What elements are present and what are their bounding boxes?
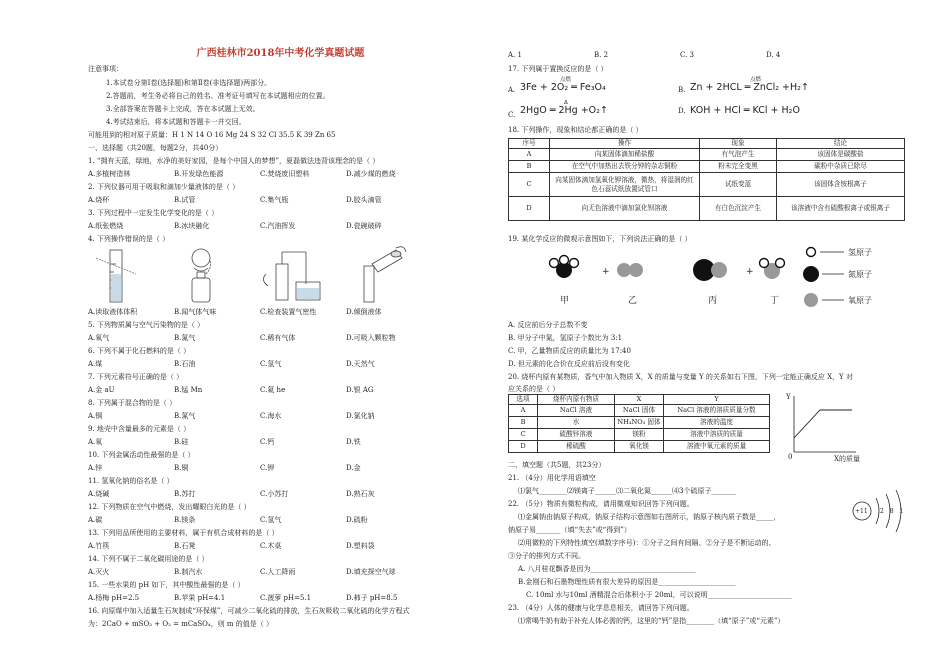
option-a: A.煤 [88, 360, 103, 368]
question-stem: 3. 下列过程中一定发生化学变化的是（ ） [88, 209, 219, 217]
molecule-jia [550, 256, 579, 279]
option-d-label: D. [678, 107, 686, 115]
question-stem: 1. “拥有天蓝，绿地，水净的美好家园，是每个中国人的梦想”，夏磊做法违背该理念的是（ ） [88, 157, 380, 165]
option-c: C.菠萝 pH=5.1 [260, 594, 312, 602]
question-line: C. 10ml 水与10ml 酒精混合后体积小于 20ml，可以说明________________________ [526, 591, 792, 599]
legend-oxygen: 氧原子 [848, 296, 872, 305]
section-heading: 二、填空题（共5题，共23分） [508, 461, 606, 469]
table-cell: C [509, 429, 538, 441]
option-b: B.氮气 [174, 334, 196, 342]
option-d: D.银 AG [346, 386, 374, 394]
table-cell: 镁粉 [615, 429, 664, 441]
table-cell: 试纸变蓝 [700, 173, 777, 197]
nucleus-label: +11 [855, 508, 868, 515]
table-cell: 该固体含铵根离子 [777, 173, 905, 197]
label-ding: 丁 [770, 296, 780, 306]
option-b: B.试管 [174, 196, 196, 204]
option-d: D.倾倒液体 [346, 308, 382, 316]
option-d: D.塑料袋 [346, 542, 375, 550]
option-b: B.苏打 [174, 490, 196, 498]
option-a: A.铜 [88, 412, 103, 420]
option-b: B.氮气 [174, 412, 196, 420]
table-header-cell: 现象 [700, 139, 777, 149]
table-header-row [509, 395, 770, 405]
table-cell: C [509, 173, 550, 197]
option-a: A.灭火 [88, 568, 110, 576]
table-cell: 向无色溶液中滴加氯化钡溶液 [550, 197, 700, 221]
table-cell: 向某固体滴加氢氧化钾溶液，微热，将湿润的红色石蕊试纸放置试管口 [550, 173, 700, 197]
question-stem: 2. 下列仪器可用于吸取和滴加少量液体的是（ ） [88, 183, 240, 191]
question-line: ⑴金属钠由钠原子构成，钠原子结构示意图如右图所示，钠原子核内质子数是_____， [518, 513, 781, 521]
option-c: C.海水 [260, 412, 282, 420]
question-stem: 19. 某化学反应的微观示意图如下，下列说法正确的是（ ） [508, 235, 692, 243]
table-cell: 溶液的温度 [664, 417, 770, 429]
graduated-cylinder-icon [96, 250, 136, 302]
table-cell: 在空气中加热出去铁分钟的杂志铜粉 [550, 161, 700, 173]
notes-item: 2.答题前，考生务必将自己的姓名、准考证号填写在本试题相应的位置。 [106, 92, 330, 100]
question-stem: 4. 下列操作错误的是（ ） [88, 235, 170, 243]
equation-text: 3Fe + 2O₂ ═ Fe₃O₄ [520, 82, 606, 93]
graph-curve [794, 410, 852, 438]
option-c: C.人工降雨 [260, 568, 296, 576]
option-d: D.金 [346, 464, 361, 472]
option-a: A.竹筷 [88, 542, 110, 550]
table-cell: 氧化镁 [615, 441, 664, 453]
table-cell: B [509, 161, 550, 173]
question-stem: 14. 下列不属于二氧化碳用途的是（ ） [88, 555, 209, 563]
notes-item: 3.全部答案在答题卡上完成，答在本试题上无效。 [106, 105, 260, 113]
question-stem-cont: 为：2CaO + mSO₂ + O₂ = mCaSO₄，则 m 的值是（ ） [88, 620, 274, 628]
option-c: C.集气瓶 [260, 196, 289, 204]
question-stem: 18. 下列操作，现象和结论都正确的是（ ） [508, 126, 643, 134]
option-a: A.杨梅 pH=2.5 [88, 594, 140, 602]
option-d: D.硫粉 [346, 516, 368, 524]
table-row [509, 405, 770, 417]
plus-sign: + [746, 267, 754, 277]
option-c: C. 甲，乙量物质反应的质量比为 17:40 [508, 347, 631, 355]
option-b: B.石凳 [174, 542, 196, 550]
question-line: 钠原子易_______（填“失去”或“得到”） [508, 526, 631, 534]
table-cell: NaCl 溶液的溶质质量分数 [664, 405, 770, 417]
option-b: B.开发绿色能源 [174, 170, 224, 178]
label-jia: 甲 [560, 296, 570, 306]
molecule-yi [617, 263, 643, 277]
question-stem: 21. （4分）用化学用语填空 [508, 474, 596, 482]
fill-blank-line: ⑴氯气________⑵镁离子______⑶二氧化氮______⑷3个硫原子_______ [518, 487, 736, 495]
question-stem: 11. 氢氧化钠的俗名是（ ） [88, 477, 174, 485]
option-d: D.填充探空气球 [346, 568, 396, 576]
question-stem: 10. 下列金属活动性最强的是（ ） [88, 451, 195, 459]
table-cell: 碳粉中杂质已除尽 [777, 161, 905, 173]
table-row [509, 149, 905, 161]
section-heading: 一、选择题（共20题，每题2分，共40分） [88, 144, 223, 152]
table-cell: A [509, 405, 538, 417]
nitrogen-atom-icon [803, 266, 819, 282]
option-c: C.小苏打 [260, 490, 289, 498]
graph-x-label: X的质量 [834, 455, 860, 463]
question-stem: 12. 下列物质在空气中燃烧，发出耀眼白光的是（ ） [88, 503, 251, 511]
option-d: D.氯化钠 [346, 412, 375, 420]
option-a: A.锌 [88, 464, 103, 472]
label-yi: 乙 [628, 296, 638, 306]
option-a: A.碳 [88, 516, 103, 524]
option-a: A. 1 [508, 51, 522, 59]
q20-table [508, 394, 770, 453]
table-cell: NaCl 固体 [615, 405, 664, 417]
option-a: A.金 aU [88, 386, 115, 394]
option-a: A.烧碱 [88, 490, 110, 498]
option-b: B.冰块融化 [174, 222, 210, 230]
option-c: C.检查装置气密性 [260, 308, 317, 316]
notes-heading: 注意事项： [88, 65, 123, 73]
legend-hydrogen: 氢原子 [848, 248, 872, 257]
option-b: B. 甲分子中氮，氢原子个数比为 3:1 [508, 334, 623, 342]
table-header-cell: Y [664, 395, 770, 405]
table-cell: 向某固体滴加稀盐酸 [550, 149, 700, 161]
question-stem: 5. 下列物质属与空气污染物的是（ ） [88, 321, 205, 329]
option-d: D.瓷碗破碎 [346, 222, 382, 230]
table-header-cell: 选项 [509, 395, 538, 405]
question-stem: 20. 烧杯内原有某物质，香气中加入物质 X，X 的质量与变量 Y 的关系如右下图，下列一定能正确反应 X，Y 对 [508, 373, 853, 381]
table-row [509, 161, 905, 173]
page-title: 广西桂林市2018年中考化学真题试题 [196, 48, 365, 59]
atomic-masses: 可能用到的相对原子质量：H 1 N 14 O 16 Mg 24 S 32 Cl 35.5 K 39 Zn 65 [88, 131, 336, 139]
question-stem: 22. （5分）物质有微粒构成，请用微观知识回答下列问题。 [508, 500, 694, 508]
table-cell: 粉末完全变黑 [700, 161, 777, 173]
smelling-gas-icon [192, 249, 211, 302]
q18-table [508, 138, 905, 221]
lab-operations-illustration [96, 244, 476, 306]
option-b-label: B. [678, 86, 686, 94]
table-cell: 稀硫酸 [538, 441, 615, 453]
option-b: B.石油 [174, 360, 196, 368]
option-c: C.稀有气体 [260, 334, 296, 342]
table-row [509, 441, 770, 453]
question-line: ③分子的排列方式不同。 [508, 552, 585, 560]
option-a: A.氧 [88, 438, 103, 446]
option-b: B.苹果 pH=4.1 [174, 594, 226, 602]
graph-origin-label: 0 [788, 453, 793, 461]
table-row [509, 417, 770, 429]
option-a-label: A. [508, 86, 516, 94]
legend-nitrogen: 氮原子 [848, 270, 872, 279]
pouring-liquid-icon [364, 247, 406, 302]
question-stem: 8. 下列属于混合物的是（ ） [88, 399, 177, 407]
option-d: D.柿子 pH=8.5 [346, 594, 398, 602]
molecule-ding [760, 259, 785, 280]
table-cell: D [509, 197, 550, 221]
option-d: D.天然气 [346, 360, 375, 368]
condition-label: Δ [564, 100, 568, 106]
notes-item: 4.考试结束后，将本试题和答题卡一并交回。 [106, 118, 246, 126]
label-bing: 丙 [708, 296, 718, 306]
airtightness-check-icon [263, 252, 320, 300]
option-d: D. 4 [766, 51, 781, 59]
question-stem: 7. 下列元素符号正确的是（ ） [88, 373, 184, 381]
option-b: B.硅 [174, 438, 189, 446]
option-a: A.烧杯 [88, 196, 110, 204]
table-cell: 溶液中溶质的质量 [664, 429, 770, 441]
condition-label: 点燃 [560, 77, 572, 83]
option-d: D.可吸入颗粒物 [346, 334, 396, 342]
table-header-cell: 序号 [509, 139, 550, 149]
shell-label: 2 8 1 [880, 508, 906, 515]
option-c: C. 3 [680, 51, 695, 59]
table-cell: 硫酸锌溶液 [538, 429, 615, 441]
question-stem: 23. （4分）人体的健康与化学息息相关，请回答下列问题。 [508, 604, 694, 612]
option-b: B.镁条 [174, 516, 196, 524]
option-d: D.熟石灰 [346, 490, 375, 498]
table-cell: D [509, 441, 538, 453]
equation-text: KOH + HCl ═ KCl + H₂O [690, 105, 800, 116]
hydrogen-atom-icon [807, 248, 816, 257]
option-d: D. 但元素的化合价在反应前后没有变化 [508, 360, 630, 368]
question-stem: 16. 向原煤中加入适量生石灰制成“环保煤”，可减少二氧化硫的排放，生石灰吸收二氧化硫的化学方程式 [88, 607, 410, 615]
equation-text: 2HgO ═ 2Hg +O₂↑ [520, 105, 608, 116]
option-c-label: C. [508, 111, 516, 119]
option-c: C.汽油挥发 [260, 222, 296, 230]
option-d: D.胶头滴管 [346, 196, 382, 204]
question-line: A. 八月桂花飘香是因为______________________________ [518, 565, 696, 573]
question-stem: 6. 下列不属于化石燃料的是（ ） [88, 347, 191, 355]
table-cell: NaCl 溶液 [538, 405, 615, 417]
table-header-cell: 烧杯内原有物质 [538, 395, 615, 405]
option-c: C.钾 [260, 464, 275, 472]
option-a: A.多植树造林 [88, 170, 131, 178]
table-cell: B [509, 417, 538, 429]
option-d: D.铁 [346, 438, 361, 446]
table-cell: A [509, 149, 550, 161]
graph-y-label: Y [786, 393, 791, 401]
table-header-cell: X [615, 395, 664, 405]
oxygen-atom-icon [804, 293, 818, 307]
table-header-cell: 结论 [777, 139, 905, 149]
question-stem-cont: 应关系的是（ ） [508, 385, 560, 393]
option-a: A.读取液体体积 [88, 308, 138, 316]
question-stem: 9. 地壳中含量最多的元素是（ ） [88, 425, 191, 433]
option-b: B.铜 [174, 464, 189, 472]
question-line: B.金刚石和石墨物理性质有很大差异的原因是______________________ [518, 578, 736, 586]
option-d: D.减少煤的燃烧 [346, 170, 396, 178]
option-b: B.锰 Mn [174, 386, 203, 394]
table-cell: 水 [538, 417, 615, 429]
option-b: B. 2 [594, 51, 609, 59]
option-c: C.钙 [260, 438, 275, 446]
option-c: C.氢气 [260, 360, 282, 368]
option-a: A. 反应前后分子总数不变 [508, 321, 588, 329]
table-cell: 该固体是碳酸盐 [777, 149, 905, 161]
table-cell: 溶液中氧元素的质量 [664, 441, 770, 453]
table-cell: 该溶液中含有硫酸根离子或银离子 [777, 197, 905, 221]
equation-text: Zn + 2HCL ═ ZnCl₂ +H₂↑ [690, 82, 809, 93]
condition-label: 点燃 [750, 77, 762, 83]
notes-item: 1.本试卷分第Ⅰ卷(选择题)和第Ⅱ卷(非选择题)两部分。 [106, 79, 272, 87]
question-stem: 15. 一些水果的 pH 如下，其中酸性最强的是（ ） [88, 581, 245, 589]
option-c: C.氢气 [260, 516, 282, 524]
q20-graph [780, 392, 860, 460]
option-c: C.氦 he [260, 386, 286, 394]
question-line: ⑵用微粒的下列特性填空(填数字序号)：①分子之间有间隔、②分子是不断运动的、 [518, 539, 776, 547]
option-a: A.纸张燃烧 [88, 222, 124, 230]
question-stem: 17. 下列属于置换反应的是（ ） [508, 65, 608, 73]
question-line: ⑴常喝牛奶有助于补充人体必需的钙，这里的“钙”是指________（填“原子”或“元素”） [518, 617, 785, 625]
question-stem: 13. 下列用品所使用的主要材料，属于有机合成材料的是（ ） [88, 529, 279, 537]
table-header-row [509, 139, 905, 149]
molecule-bing [693, 259, 727, 281]
table-row [509, 173, 905, 197]
option-c: C.木桌 [260, 542, 282, 550]
option-b: B.闻气体气味 [174, 308, 217, 316]
option-b: B.制汽水 [174, 568, 203, 576]
plus-sign: + [602, 267, 610, 277]
table-header-cell: 操作 [550, 139, 700, 149]
table-cell: 有气泡产生 [700, 149, 777, 161]
option-c: C.焚烧废旧塑料 [260, 170, 310, 178]
table-cell: NH₄NO₃ 固体 [615, 417, 664, 429]
option-a: A.氧气 [88, 334, 110, 342]
table-cell: 有白色沉淀产生 [700, 197, 777, 221]
table-row [509, 197, 905, 221]
table-row [509, 429, 770, 441]
